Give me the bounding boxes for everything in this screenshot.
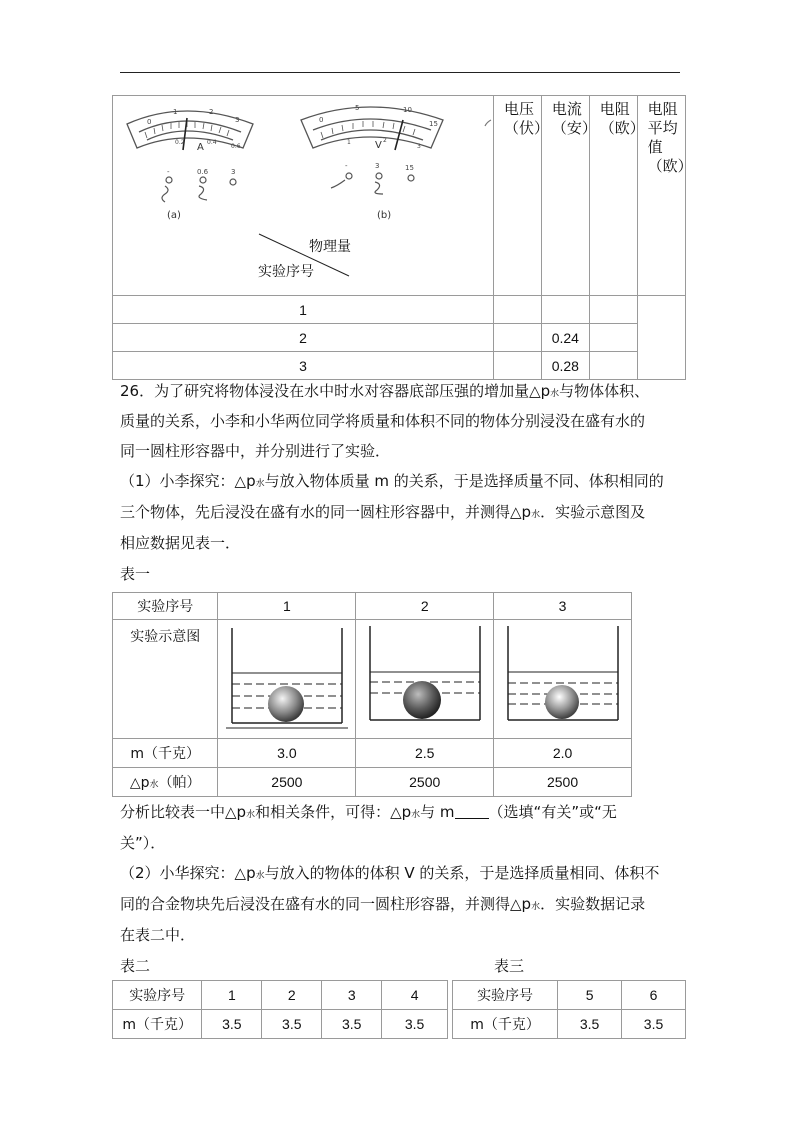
beaker-diagram-2 [358,620,492,734]
ammeter-scale-06: 0.6 [231,143,241,150]
t2-seq-1: 1 [202,981,262,1010]
t3-m-6: 3.5 [622,1010,686,1039]
current-cell: 0.24 [541,324,589,352]
t1-m-3: 2.0 [494,739,632,768]
beaker-diagram-3 [496,620,630,734]
row-id: 2 [113,324,494,352]
voltmeter-terminal-3: 3 [375,162,380,170]
meter-figure-cell [113,96,494,296]
table-3 [452,980,686,1039]
t3-label-m: m（千克） [453,1010,558,1039]
t1-dp-2: 2500 [356,768,494,797]
voltmeter-scale-15: 15 [429,120,438,128]
t2-seq-2: 2 [262,981,322,1010]
t2-m-2: 3.5 [262,1010,322,1039]
ammeter-voltmeter-figure [113,96,493,291]
t2-m-1: 3.5 [202,1010,262,1039]
row-id: 1 [113,296,494,324]
partial-dial [485,120,491,126]
voltmeter-terminal-neg: - [345,162,348,170]
t2-label-m: m（千克） [113,1010,202,1039]
q26-line-1: 26．为了研究将物体浸没在水中时水对容器底部压强的增加量△p水与物体体积、 [120,382,650,400]
t3-seq-6: 6 [622,981,686,1010]
table-row [113,324,686,352]
q26-line-4: （1）小李探究：△p水与放入物体质量 m 的关系，于是选择质量不同、体积相同的 [120,472,664,490]
diag-bottom-label: 实验序号 [258,264,314,280]
analysis-line-2: 关”）． [120,834,166,852]
voltmeter-caption: (b) [377,210,392,221]
t1-label-seq: 实验序号 [113,593,218,620]
t1-dp-3: 2500 [494,768,632,797]
row-id: 3 [113,352,494,380]
voltmeter-dial [301,107,443,150]
col-header-current: 电流（安） [541,96,589,296]
answer-blank[interactable] [455,802,489,819]
t1-diagram-3 [494,620,632,739]
q26-line-5: 三个物体，先后浸没在盛有水的同一圆柱形容器中，并测得△p水．实验示意图及 [120,503,646,521]
t3-seq-5: 5 [558,981,622,1010]
t1-seq-2: 2 [356,593,494,620]
ammeter-scale-1: 1 [173,108,178,116]
t1-seq-1: 1 [218,593,356,620]
t1-dp-1: 2500 [218,768,356,797]
table-row [113,296,686,324]
ammeter-terminal-neg: - [167,168,170,176]
ammeter-scale-04: 0.4 [207,139,217,146]
part2-line-3: 在表二中． [120,926,196,944]
t2-seq-3: 3 [322,981,382,1010]
t1-seq-3: 3 [494,593,632,620]
ammeter-terminal-06: 0.6 [197,168,209,176]
header-rule [120,72,680,73]
col-header-avg-resistance: 电阻平均值（欧） [637,96,685,296]
ammeter-letter: A [197,142,204,153]
q26-line-3: 同一圆柱形容器中，并分别进行了实验． [120,442,391,460]
table2-caption: 表二 [120,957,151,975]
voltmeter-terminal-15: 15 [405,164,414,172]
current-cell: 0.28 [541,352,589,380]
ammeter-caption: (a) [167,210,181,221]
t1-label-diagram: 实验示意图 [113,620,218,739]
table1-caption: 表一 [120,565,151,583]
t3-m-5: 3.5 [558,1010,622,1039]
diag-top-label: 物理量 [309,239,351,255]
table3-caption: 表三 [494,957,525,975]
t1-diagram-2 [356,620,494,739]
t3-label-seq: 实验序号 [453,981,558,1010]
table-1 [112,592,632,797]
voltmeter-terminals [331,173,414,194]
t1-label-dp: △p水（帕） [113,768,218,797]
meter-table [112,95,693,380]
ammeter-terminal-3: 3 [231,168,236,176]
q26-line-2: 质量的关系，小李和小华两位同学将质量和体积不同的物体分别浸没在盛有水的 [120,412,646,430]
ammeter-terminals [162,177,236,202]
t2-seq-4: 4 [382,981,448,1010]
ammeter-scale-02: 0.2 [175,139,185,146]
voltmeter-scale-2: 2 [383,137,387,144]
voltmeter-scale-3: 3 [417,143,421,150]
analysis-line-1: 分析比较表一中△p水和相关条件，可得：△p水与 m （选填“有关”或“无 [120,803,617,821]
t1-m-1: 3.0 [218,739,356,768]
part2-line-1: （2）小华探究：△p水与放入的物体的体积 V 的关系，于是选择质量相同、体积不 [120,864,660,882]
t1-diagram-1 [218,620,356,739]
part2-line-2: 同的合金物块先后浸没在盛有水的同一圆柱形容器，并测得△p水．实验数据记录 [120,895,646,913]
t1-label-m: m（千克） [113,739,218,768]
ammeter-scale-3: 3 [235,116,240,124]
voltmeter-letter: V [375,140,382,151]
voltmeter-scale-5: 5 [355,104,360,112]
table-2 [112,980,448,1039]
ammeter-scale-0: 0 [147,118,152,126]
col-header-voltage: 电压（伏） [494,96,542,296]
t2-m-4: 3.5 [382,1010,448,1039]
t2-m-3: 3.5 [322,1010,382,1039]
voltmeter-scale-10: 10 [403,106,412,114]
voltmeter-scale-1: 1 [347,139,351,146]
current-cell [541,296,589,324]
t2-label-seq: 实验序号 [113,981,202,1010]
ammeter-scale-2: 2 [209,108,214,116]
q26-line-6: 相应数据见表一． [120,534,241,552]
t1-m-2: 2.5 [356,739,494,768]
beaker-diagram-1 [220,620,354,734]
col-header-resistance: 电阻（欧） [589,96,637,296]
voltmeter-scale-0: 0 [319,116,324,124]
